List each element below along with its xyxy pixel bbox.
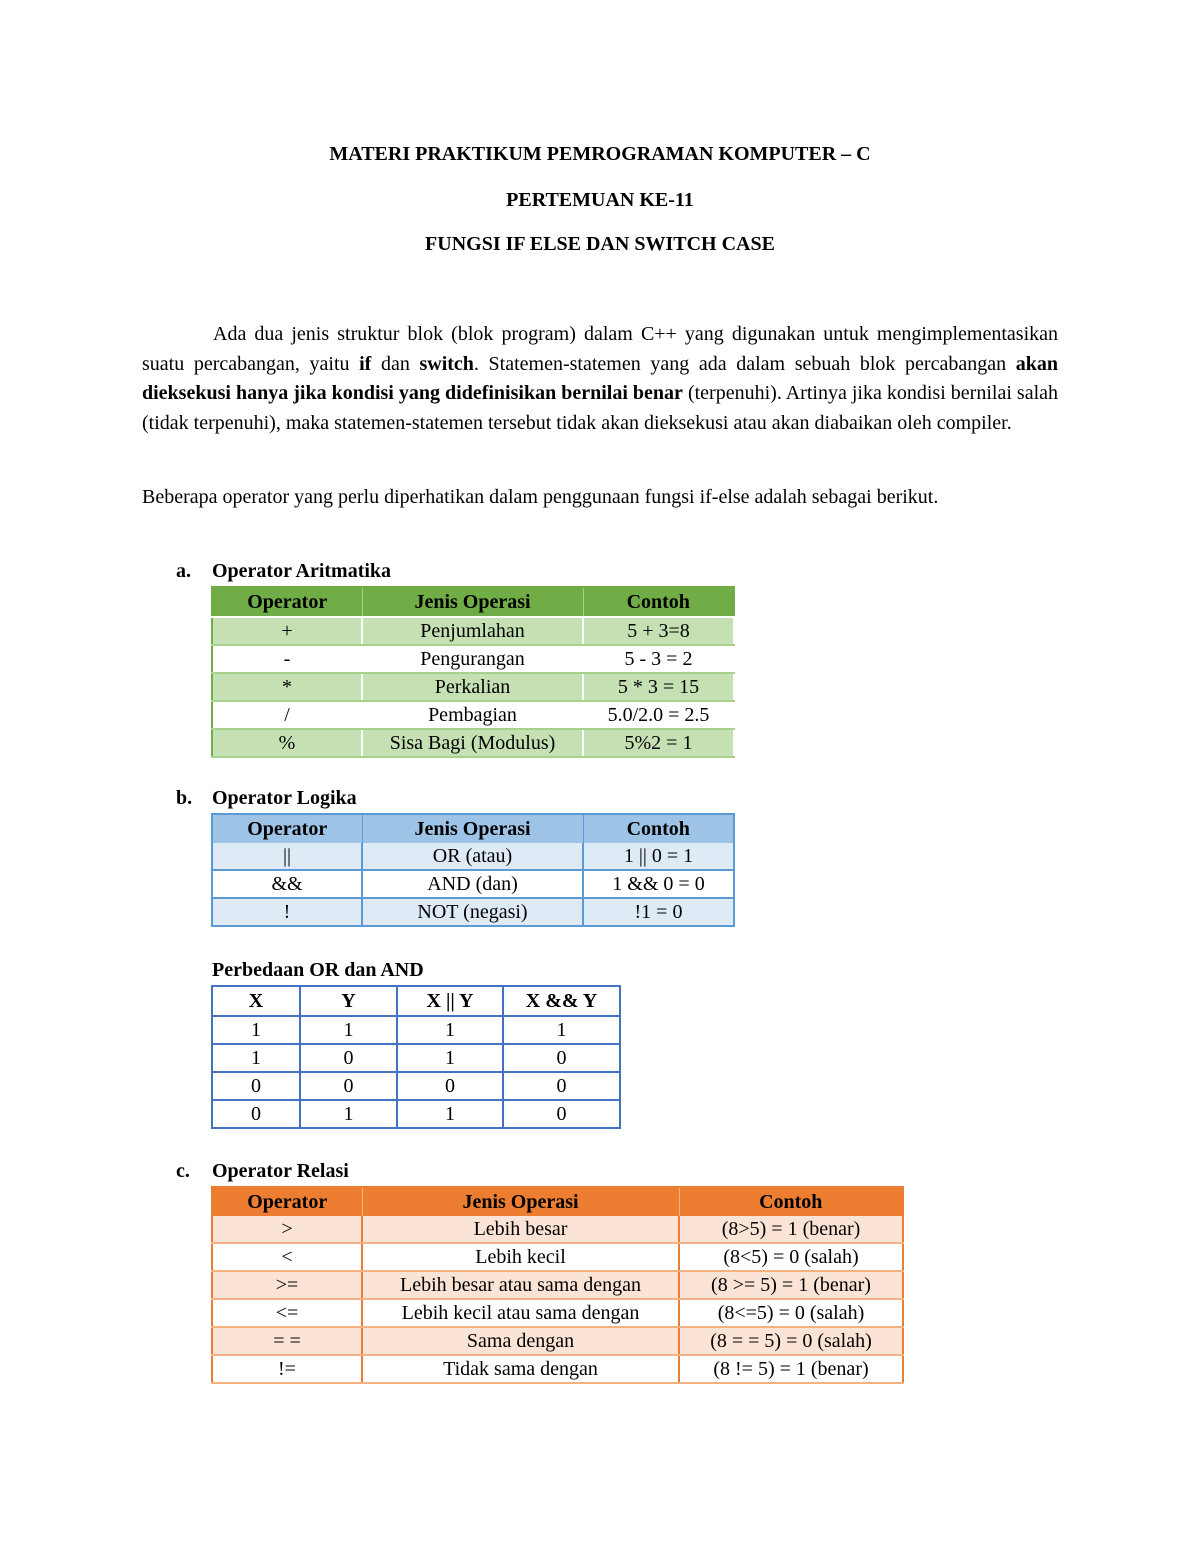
section-c-title: Operator Relasi bbox=[212, 1160, 349, 1182]
table-row bbox=[212, 1243, 903, 1271]
or-cell: 1 bbox=[397, 1044, 503, 1072]
table-row bbox=[212, 1016, 620, 1044]
operation-cell: Tidak sama dengan bbox=[362, 1355, 679, 1383]
arithmetic-table bbox=[211, 586, 735, 758]
table-row bbox=[212, 1072, 620, 1100]
logic-table bbox=[211, 813, 735, 927]
intro-paragraph bbox=[142, 320, 1058, 438]
topic-title: FUNGSI IF ELSE DAN SWITCH CASE bbox=[425, 233, 775, 255]
operation-cell: Pengurangan bbox=[362, 645, 583, 673]
table-row bbox=[212, 1044, 620, 1072]
table-header-row bbox=[212, 587, 734, 617]
operation-cell: AND (dan) bbox=[362, 870, 583, 898]
operation-cell: Perkalian bbox=[362, 673, 583, 701]
meeting-number: PERTEMUAN KE-11 bbox=[506, 189, 694, 211]
example-cell: (8<=5) = 0 (salah) bbox=[679, 1299, 903, 1327]
and-cell: 0 bbox=[503, 1044, 620, 1072]
operator-cell: ! bbox=[212, 898, 362, 926]
truth-table-heading: Perbedaan OR dan AND bbox=[212, 959, 424, 981]
table-row bbox=[212, 701, 734, 729]
header-cell: Operator bbox=[212, 814, 362, 843]
and-cell: 1 bbox=[503, 1016, 620, 1044]
operation-cell: Lebih kecil atau sama dengan bbox=[362, 1299, 679, 1327]
operator-cell: || bbox=[212, 843, 362, 870]
x-cell: 1 bbox=[212, 1016, 300, 1044]
table-row bbox=[212, 870, 734, 898]
example-cell: 1 || 0 = 1 bbox=[583, 843, 734, 870]
x-cell: 0 bbox=[212, 1100, 300, 1128]
intro-text-dan: dan bbox=[371, 352, 420, 375]
header-cell: Jenis Operasi bbox=[362, 587, 583, 617]
section-b-title: Operator Logika bbox=[212, 787, 357, 809]
example-cell: 5%2 = 1 bbox=[583, 729, 734, 757]
operator-cell: / bbox=[212, 701, 362, 729]
header-cell: X && Y bbox=[503, 986, 620, 1016]
table-row bbox=[212, 673, 734, 701]
header-cell: Jenis Operasi bbox=[362, 1187, 679, 1216]
example-cell: (8 != 5) = 1 (benar) bbox=[679, 1355, 903, 1383]
and-cell: 0 bbox=[503, 1100, 620, 1128]
table-row bbox=[212, 729, 734, 757]
operator-cell: = = bbox=[212, 1327, 362, 1355]
or-cell: 0 bbox=[397, 1072, 503, 1100]
operator-cell: <= bbox=[212, 1299, 362, 1327]
section-a-letter: a. bbox=[176, 560, 191, 582]
example-cell: (8<5) = 0 (salah) bbox=[679, 1243, 903, 1271]
header-cell: X bbox=[212, 986, 300, 1016]
operation-cell: OR (atau) bbox=[362, 843, 583, 870]
and-cell: 0 bbox=[503, 1072, 620, 1100]
header-cell: Y bbox=[300, 986, 397, 1016]
y-cell: 1 bbox=[300, 1016, 397, 1044]
header-cell: Contoh bbox=[583, 587, 734, 617]
intro-text-3: (terpenuhi). Artinya jika kondisi bernilai salah (tidak terpenuhi), maka statemen-statemen tersebut tidak akan dieksekusi atau akan diabaikan oleh compiler. bbox=[142, 382, 1059, 434]
operation-cell: Lebih besar atau sama dengan bbox=[362, 1271, 679, 1299]
operator-cell: < bbox=[212, 1243, 362, 1271]
operator-cell: != bbox=[212, 1355, 362, 1383]
operation-cell: Sisa Bagi (Modulus) bbox=[362, 729, 583, 757]
table-row bbox=[212, 1327, 903, 1355]
example-cell: (8>5) = 1 (benar) bbox=[679, 1216, 903, 1243]
relational-table bbox=[211, 1186, 904, 1384]
operator-cell: > bbox=[212, 1216, 362, 1243]
operator-cell: + bbox=[212, 617, 362, 645]
table-row bbox=[212, 1355, 903, 1383]
operator-cell: - bbox=[212, 645, 362, 673]
document-title: MATERI PRAKTIKUM PEMROGRAMAN KOMPUTER – C bbox=[329, 143, 871, 165]
intro-bold-text: akan dieksekusi hanya jika kondisi yang didefinisikan bernilai benar bbox=[142, 352, 1058, 404]
table-header-row bbox=[212, 1187, 903, 1216]
keyword-switch: switch bbox=[419, 352, 474, 375]
operator-cell: * bbox=[212, 673, 362, 701]
x-cell: 0 bbox=[212, 1072, 300, 1100]
operation-cell: NOT (negasi) bbox=[362, 898, 583, 926]
y-cell: 0 bbox=[300, 1044, 397, 1072]
or-cell: 1 bbox=[397, 1100, 503, 1128]
table-row bbox=[212, 1271, 903, 1299]
section-b-letter: b. bbox=[176, 787, 193, 809]
example-cell: !1 = 0 bbox=[583, 898, 734, 926]
operators-paragraph: Beberapa operator yang perlu diperhatikan dalam penggunaan fungsi if-else adalah sebagai berikut. bbox=[142, 486, 939, 508]
table-header-row bbox=[212, 814, 734, 843]
intro-text-1: Ada dua jenis struktur blok (blok program) dalam C++ yang digunakan untuk mengimplementasikan suatu percabangan, yaitu bbox=[142, 323, 1058, 375]
y-cell: 1 bbox=[300, 1100, 397, 1128]
table-row bbox=[212, 645, 734, 673]
operator-cell: && bbox=[212, 870, 362, 898]
table-row bbox=[212, 898, 734, 926]
table-row bbox=[212, 617, 734, 645]
example-cell: (8 >= 5) = 1 (benar) bbox=[679, 1271, 903, 1299]
operation-cell: Sama dengan bbox=[362, 1327, 679, 1355]
operation-cell: Lebih besar bbox=[362, 1216, 679, 1243]
y-cell: 0 bbox=[300, 1072, 397, 1100]
operation-cell: Lebih kecil bbox=[362, 1243, 679, 1271]
example-cell: (8 = = 5) = 0 (salah) bbox=[679, 1327, 903, 1355]
example-cell: 5 + 3=8 bbox=[583, 617, 734, 645]
header-cell: Operator bbox=[212, 1187, 362, 1216]
keyword-if: if bbox=[359, 352, 372, 375]
section-c-letter: c. bbox=[176, 1160, 190, 1182]
table-row bbox=[212, 1216, 903, 1243]
operation-cell: Pembagian bbox=[362, 701, 583, 729]
header-cell: Contoh bbox=[679, 1187, 903, 1216]
header-cell: Jenis Operasi bbox=[362, 814, 583, 843]
operation-cell: Penjumlahan bbox=[362, 617, 583, 645]
table-row bbox=[212, 1100, 620, 1128]
intro-text-2: . Statemen-statemen yang ada dalam sebuah blok percabangan bbox=[473, 352, 1016, 375]
truth-table bbox=[211, 985, 621, 1129]
example-cell: 5.0/2.0 = 2.5 bbox=[583, 701, 734, 729]
section-a-title: Operator Aritmatika bbox=[212, 560, 392, 582]
x-cell: 1 bbox=[212, 1044, 300, 1072]
example-cell: 5 - 3 = 2 bbox=[583, 645, 734, 673]
operator-cell: % bbox=[212, 729, 362, 757]
header-cell: Contoh bbox=[583, 814, 734, 843]
or-cell: 1 bbox=[397, 1016, 503, 1044]
header-cell: X || Y bbox=[397, 986, 503, 1016]
table-row bbox=[212, 1299, 903, 1327]
example-cell: 1 && 0 = 0 bbox=[583, 870, 734, 898]
header-cell: Operator bbox=[212, 587, 362, 617]
example-cell: 5 * 3 = 15 bbox=[583, 673, 734, 701]
operator-cell: >= bbox=[212, 1271, 362, 1299]
table-row bbox=[212, 843, 734, 870]
table-header-row bbox=[212, 986, 620, 1016]
